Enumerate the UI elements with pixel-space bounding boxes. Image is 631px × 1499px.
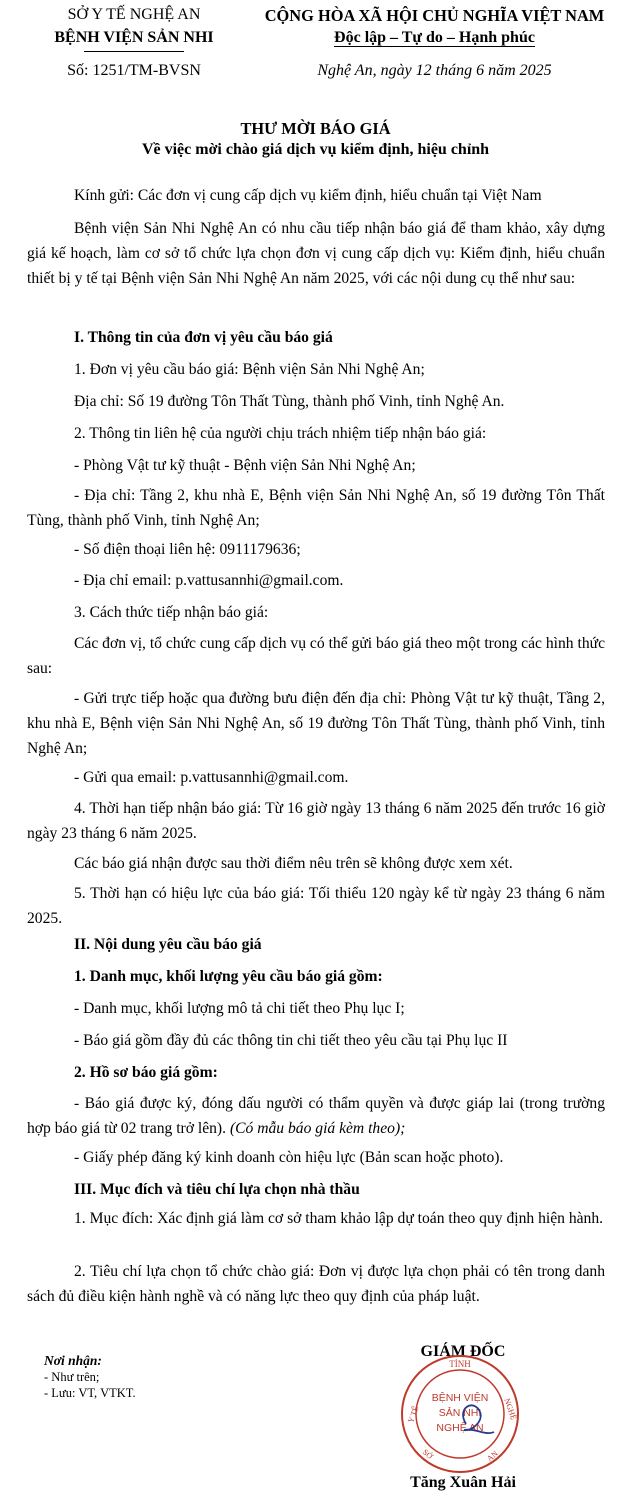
quote-validity: 5. Thời hạn có hiệu lực của báo giá: Tối thiểu 120 ngày kể từ ngày 23 tháng 6 năm 2025. xyxy=(27,885,605,927)
document-subtitle: Về việc mời chào giá dịch vụ kiểm định, hiệu chỉnh xyxy=(141,141,490,158)
hospital-name xyxy=(20,29,248,47)
late-quote-note: Các báo giá nhận được sau thời điểm nêu trên sẽ không được xem xét. xyxy=(74,855,513,872)
section-2-subheading-1: 1. Danh mục, khối lượng yêu cầu báo giá gồm: xyxy=(74,968,383,985)
signer-name: Tăng Xuân Hải xyxy=(410,1474,516,1491)
official-seal xyxy=(398,1352,522,1476)
document-title: THƯ MỜI BÁO GIÁ xyxy=(240,119,391,138)
contact-phone: - Số điện thoại liên hệ: 0911179636; xyxy=(74,541,301,558)
hospital-name-text: BỆNH VIỆN SẢN NHI xyxy=(54,29,214,46)
section-1-heading: I. Thông tin của đơn vị yêu cầu báo giá xyxy=(74,329,333,346)
document-number: Số: 1251/TM-BVSN xyxy=(67,62,201,79)
contact-department: - Phòng Vật tư kỹ thuật - Bệnh viện Sản Nhi Nghệ An; xyxy=(74,457,416,474)
national-motto xyxy=(242,29,627,47)
recipient-item: - Lưu: VT, VTKT. xyxy=(44,1386,136,1400)
seal-ring-bottom-left: SỞ xyxy=(420,1447,435,1461)
intro-paragraph: Bệnh viện Sản Nhi Nghệ An có nhu cầu tiếp nhận báo giá để tham khảo, xây dựng giá kế hoạch, làm cơ sở tổ chức lựa chọn đơn vị cung cấp dịch vụ: Kiểm định, hiểu chuẩn thiết bị y tế tại Bệnh viện Sản Nhi Nghệ An năm 2025, với các nội dung cụ thể như sau: xyxy=(27,220,605,287)
quote-signature-requirement xyxy=(27,1091,605,1141)
section-2-heading: II. Nội dung yêu cầu báo giá xyxy=(74,936,262,953)
seal-center-line-1: BỆNH VIỆN xyxy=(431,1392,489,1404)
section-2-subheading-2: 2. Hồ sơ báo giá gồm: xyxy=(74,1064,218,1081)
catalog-note: - Danh mục, khối lượng mô tả chi tiết theo Phụ lục I; xyxy=(74,1000,405,1017)
receipt-method-intro: Các đơn vị, tổ chức cung cấp dịch vụ có thể gửi báo giá theo một trong các hình thức sau: xyxy=(27,635,605,677)
contact-email: - Địa chỉ email: p.vattusannhi@gmail.com. xyxy=(74,572,344,589)
seal-ring-left: Y TẾ xyxy=(406,1404,421,1425)
contact-info-heading: 2. Thông tin liên hệ của người chịu trách nhiệm tiếp nhận báo giá: xyxy=(74,425,487,442)
quote-content-note: - Báo giá gồm đầy đủ các thông tin chi tiết theo yêu cầu tại Phụ lục II xyxy=(74,1032,508,1049)
signatory-title: GIÁM ĐỐC xyxy=(420,1343,506,1360)
unit-address: Địa chỉ: Số 19 đường Tôn Thất Tùng, thành phố Vinh, tỉnh Nghệ An. xyxy=(74,393,505,410)
document-date: Nghệ An, ngày 12 tháng 6 năm 2025 xyxy=(317,62,552,79)
receipt-method-direct: - Gửi trực tiếp hoặc qua đường bưu điện đến địa chỉ: Phòng Vật tư kỹ thuật, Tầng 2, khu nhà E, Bệnh viện Sản Nhi Nghệ An, số 19 đường Tôn Thất Tùng, thành phố Vinh, tỉnh Nghệ An; xyxy=(27,690,605,757)
national-motto-text: Độc lập – Tự do – Hạnh phúc xyxy=(334,29,535,46)
contact-address: - Địa chỉ: Tầng 2, khu nhà E, Bệnh viện Sản Nhi Nghệ An, số 19 đường Tôn Thất Tùng, thành phố Vinh, tỉnh Nghệ An; xyxy=(27,487,605,529)
section-3-heading: III. Mục đích và tiêu chí lựa chọn nhà thầu xyxy=(74,1181,360,1198)
seal-ring-bottom-right: AN xyxy=(485,1448,500,1464)
business-license-requirement: - Giấy phép đăng ký kinh doanh còn hiệu lực (Bản scan hoặc photo). xyxy=(74,1149,504,1166)
seal-ring-right: NGHỆ xyxy=(502,1397,519,1422)
requesting-unit: 1. Đơn vị yêu cầu báo giá: Bệnh viện Sản Nhi Nghệ An; xyxy=(74,361,425,378)
purpose-paragraph: 1. Mục đích: Xác định giá làm cơ sở tham khảo lập dự toán theo quy định hiện hành. xyxy=(74,1210,604,1227)
national-title: CỘNG HÒA XÃ HỘI CHỦ NGHĨA VIỆT NAM xyxy=(264,6,605,25)
recipient-item: - Như trên; xyxy=(44,1370,100,1384)
quote-signature-text: - Báo giá được ký, đóng dấu người có thẩm quyền và được giáp lai (trong trường hợp báo giá từ 02 trang trở lên). xyxy=(27,1095,605,1137)
seal-center-line-3: NGHỆ AN xyxy=(436,1422,484,1434)
recipients-label: Nơi nhận: xyxy=(44,1353,102,1368)
agency-name: SỞ Y TẾ NGHỆ AN xyxy=(67,6,201,23)
receipt-deadline: 4. Thời hạn tiếp nhận báo giá: Từ 16 giờ ngày 13 tháng 6 năm 2025 đến trước 16 giờ ngày 23 tháng 6 năm 2025. xyxy=(27,800,605,842)
seal-center-line-2: SẢN NHI xyxy=(438,1407,482,1419)
receipt-method-email: - Gửi qua email: p.vattusannhi@gmail.com. xyxy=(74,769,349,786)
criteria-paragraph: 2. Tiêu chí lựa chọn tổ chức chào giá: Đơn vị được lựa chọn phải có tên trong danh sách đủ điều kiện hành nghề và có năng lực theo quy định của pháp luật. xyxy=(27,1263,605,1305)
quote-template-note: (Có mẫu báo giá kèm theo); xyxy=(229,1120,406,1137)
seal-ring-top: TỈNH xyxy=(449,1359,471,1369)
left-header-divider xyxy=(84,51,184,52)
greeting: Kính gửi: Các đơn vị cung cấp dịch vụ kiểm định, hiểu chuẩn tại Việt Nam xyxy=(74,187,542,204)
receipt-method-heading: 3. Cách thức tiếp nhận báo giá: xyxy=(74,604,269,621)
